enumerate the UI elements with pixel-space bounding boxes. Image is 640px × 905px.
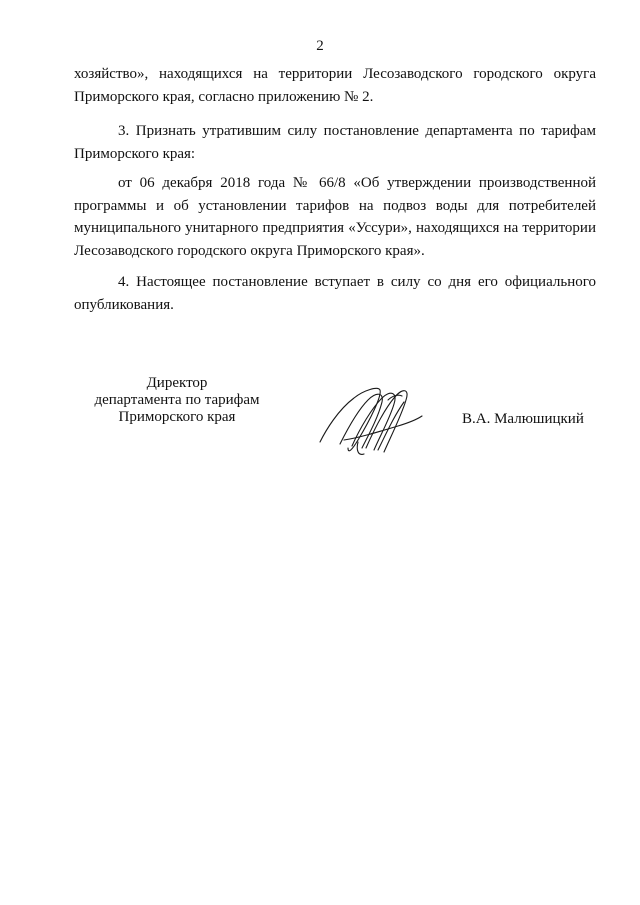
handwritten-signature	[318, 380, 426, 458]
signatory-title-line: департамента по тарифам	[94, 392, 260, 408]
signer-name: В.А. Малюшицкий	[462, 411, 584, 427]
signatory-title-line: Приморского края	[118, 409, 236, 425]
paragraph-item-3: 3. Признать утратившим силу постановление департамента по тарифам Приморского края:	[74, 123, 596, 162]
paragraph-repealed-act: от 06 декабря 2018 года № 66/8 «Об утверждении производственной программы и об установлении тарифов на подвоз воды для потребителей муниципального унитарного предприятия «Уссури», находящихся на территории Лесозаводского городского округа Приморского края».	[74, 175, 596, 259]
signatory-title	[74, 375, 280, 426]
signatory-title-line: Директор	[146, 375, 208, 391]
paragraph-continuation: хозяйство», находящихся на территории Лесозаводского городского округа Приморского края, согласно приложению № 2.	[74, 66, 596, 105]
paragraph-item-4: 4. Настоящее постановление вступает в силу со дня его официального опубликования.	[74, 274, 596, 313]
page-number: 2	[316, 38, 324, 54]
